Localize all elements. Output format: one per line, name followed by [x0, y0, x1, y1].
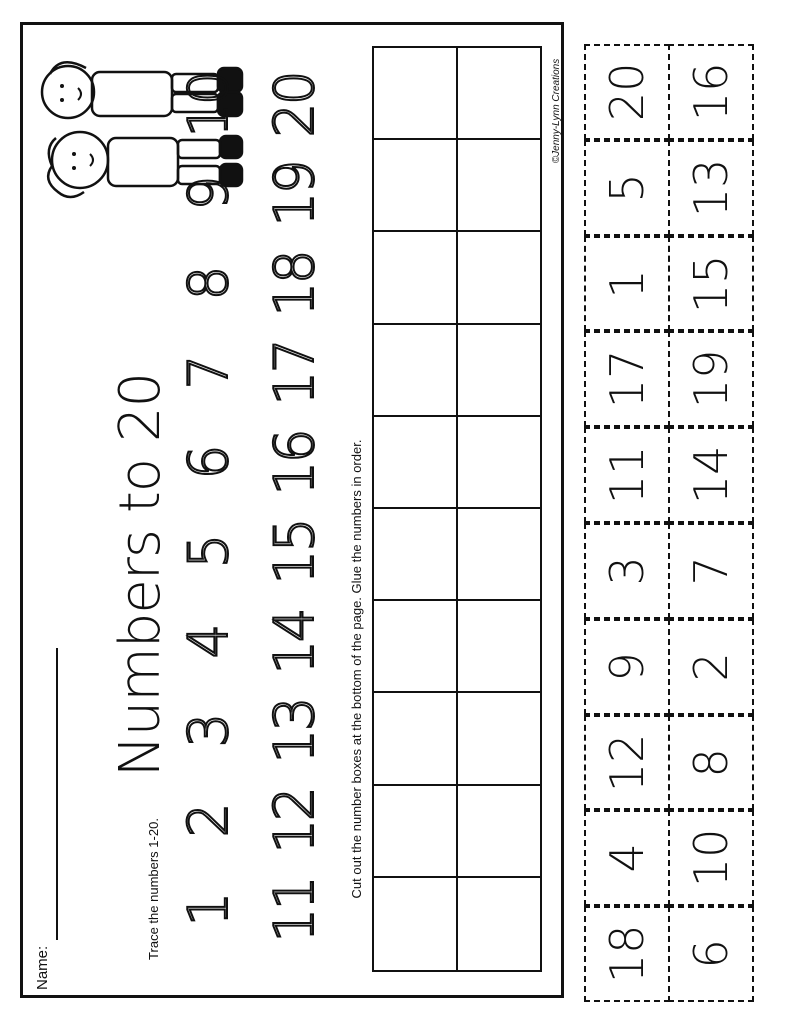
cut-box-number: 19 — [683, 350, 738, 409]
cut-box-number: 17 — [599, 350, 654, 409]
cut-box[interactable] — [668, 44, 754, 140]
trace-number: 18 — [262, 251, 326, 317]
cut-box-number: 7 — [683, 556, 738, 586]
cut-box[interactable] — [668, 906, 754, 1002]
glue-cell — [458, 693, 540, 783]
glue-row — [374, 878, 540, 970]
glue-cell — [458, 601, 540, 691]
cut-box-number: 2 — [683, 652, 738, 682]
glue-cell — [458, 509, 540, 599]
cut-box-number: 16 — [683, 62, 738, 122]
cut-box-number: 12 — [599, 733, 654, 792]
cut-box-number: 13 — [683, 158, 738, 217]
glue-cell — [458, 417, 540, 507]
glue-row — [374, 325, 540, 417]
glue-cell — [374, 878, 458, 970]
trace-number: 5 — [176, 536, 240, 569]
cut-box[interactable] — [668, 140, 754, 236]
cut-box-number: 5 — [599, 173, 654, 203]
glue-cell — [374, 417, 458, 507]
glue-cell — [458, 325, 540, 415]
trace-number: 20 — [262, 72, 326, 138]
glue-cell — [458, 232, 540, 322]
cut-box-number: 1 — [599, 268, 654, 299]
cut-box-number: 10 — [683, 829, 738, 888]
cut-box[interactable] — [584, 236, 670, 332]
glue-row — [374, 48, 540, 140]
cut-box-number: 11 — [599, 445, 654, 505]
glue-cell — [374, 140, 458, 230]
cut-box-number: 3 — [599, 556, 654, 586]
glue-cell — [374, 601, 458, 691]
trace-number: 10 — [176, 72, 240, 138]
cut-box[interactable] — [584, 523, 670, 619]
trace-number: 11 — [262, 877, 326, 943]
cut-box[interactable] — [668, 523, 754, 619]
cut-instruction: Cut out the number boxes at the bottom of the page. Glue the numbers in order. — [348, 439, 364, 899]
glue-cell — [374, 693, 458, 783]
glue-cell — [458, 140, 540, 230]
glue-row — [374, 693, 540, 785]
cut-box[interactable] — [584, 906, 670, 1002]
cut-box-number: 4 — [599, 843, 654, 873]
cut-box[interactable] — [584, 619, 670, 715]
glue-row — [374, 232, 540, 324]
cut-box[interactable] — [668, 715, 754, 811]
trace-number: 2 — [176, 804, 240, 837]
glue-row — [374, 601, 540, 693]
trace-number: 12 — [262, 788, 326, 854]
cut-box-number: 6 — [683, 939, 738, 969]
glue-cell — [374, 325, 458, 415]
cut-box-number: 15 — [683, 254, 738, 313]
cut-box-number: 18 — [599, 924, 654, 984]
cut-box[interactable] — [584, 331, 670, 427]
cut-box-number: 14 — [683, 445, 738, 505]
cut-box[interactable] — [668, 331, 754, 427]
cut-box[interactable] — [584, 140, 670, 236]
credit-text: ©Jenny-Lynn Creations — [550, 58, 562, 164]
trace-number: 8 — [176, 267, 240, 300]
trace-number: 19 — [262, 161, 326, 227]
cut-box[interactable] — [584, 715, 670, 811]
cut-box[interactable] — [668, 619, 754, 715]
trace-number: 3 — [176, 715, 240, 748]
cut-box[interactable] — [668, 236, 754, 332]
glue-cell — [374, 786, 458, 876]
glue-cell — [458, 878, 540, 970]
cut-box[interactable] — [668, 427, 754, 523]
cut-box[interactable] — [584, 44, 670, 140]
trace-number: 7 — [176, 357, 240, 390]
trace-number: 17 — [262, 340, 326, 406]
glue-cell — [458, 786, 540, 876]
trace-number: 15 — [262, 519, 326, 585]
page-title: Numbers to 20 — [107, 372, 173, 778]
cut-box-number: 20 — [599, 62, 654, 122]
trace-instruction: Trace the numbers 1-20. — [145, 818, 161, 960]
cut-box-number: 8 — [683, 747, 738, 778]
cut-box[interactable] — [584, 810, 670, 906]
glue-cell — [458, 48, 540, 138]
trace-number: 4 — [176, 625, 240, 658]
trace-number: 1 — [176, 894, 240, 927]
glue-cell — [374, 509, 458, 599]
cut-box-number: 9 — [599, 652, 654, 682]
glue-cell — [374, 48, 458, 138]
glue-row — [374, 786, 540, 878]
trace-number: 6 — [176, 446, 240, 479]
name-label: Name: — [33, 945, 51, 990]
glue-row — [374, 417, 540, 509]
trace-number: 9 — [176, 178, 240, 211]
glue-row — [374, 509, 540, 601]
name-line — [56, 648, 58, 940]
trace-number: 13 — [262, 698, 326, 764]
trace-number: 16 — [262, 430, 326, 496]
glue-grid — [372, 46, 542, 972]
cut-box[interactable] — [584, 427, 670, 523]
cut-box[interactable] — [668, 810, 754, 906]
glue-row — [374, 140, 540, 232]
trace-number: 14 — [262, 609, 326, 675]
glue-cell — [374, 232, 458, 322]
